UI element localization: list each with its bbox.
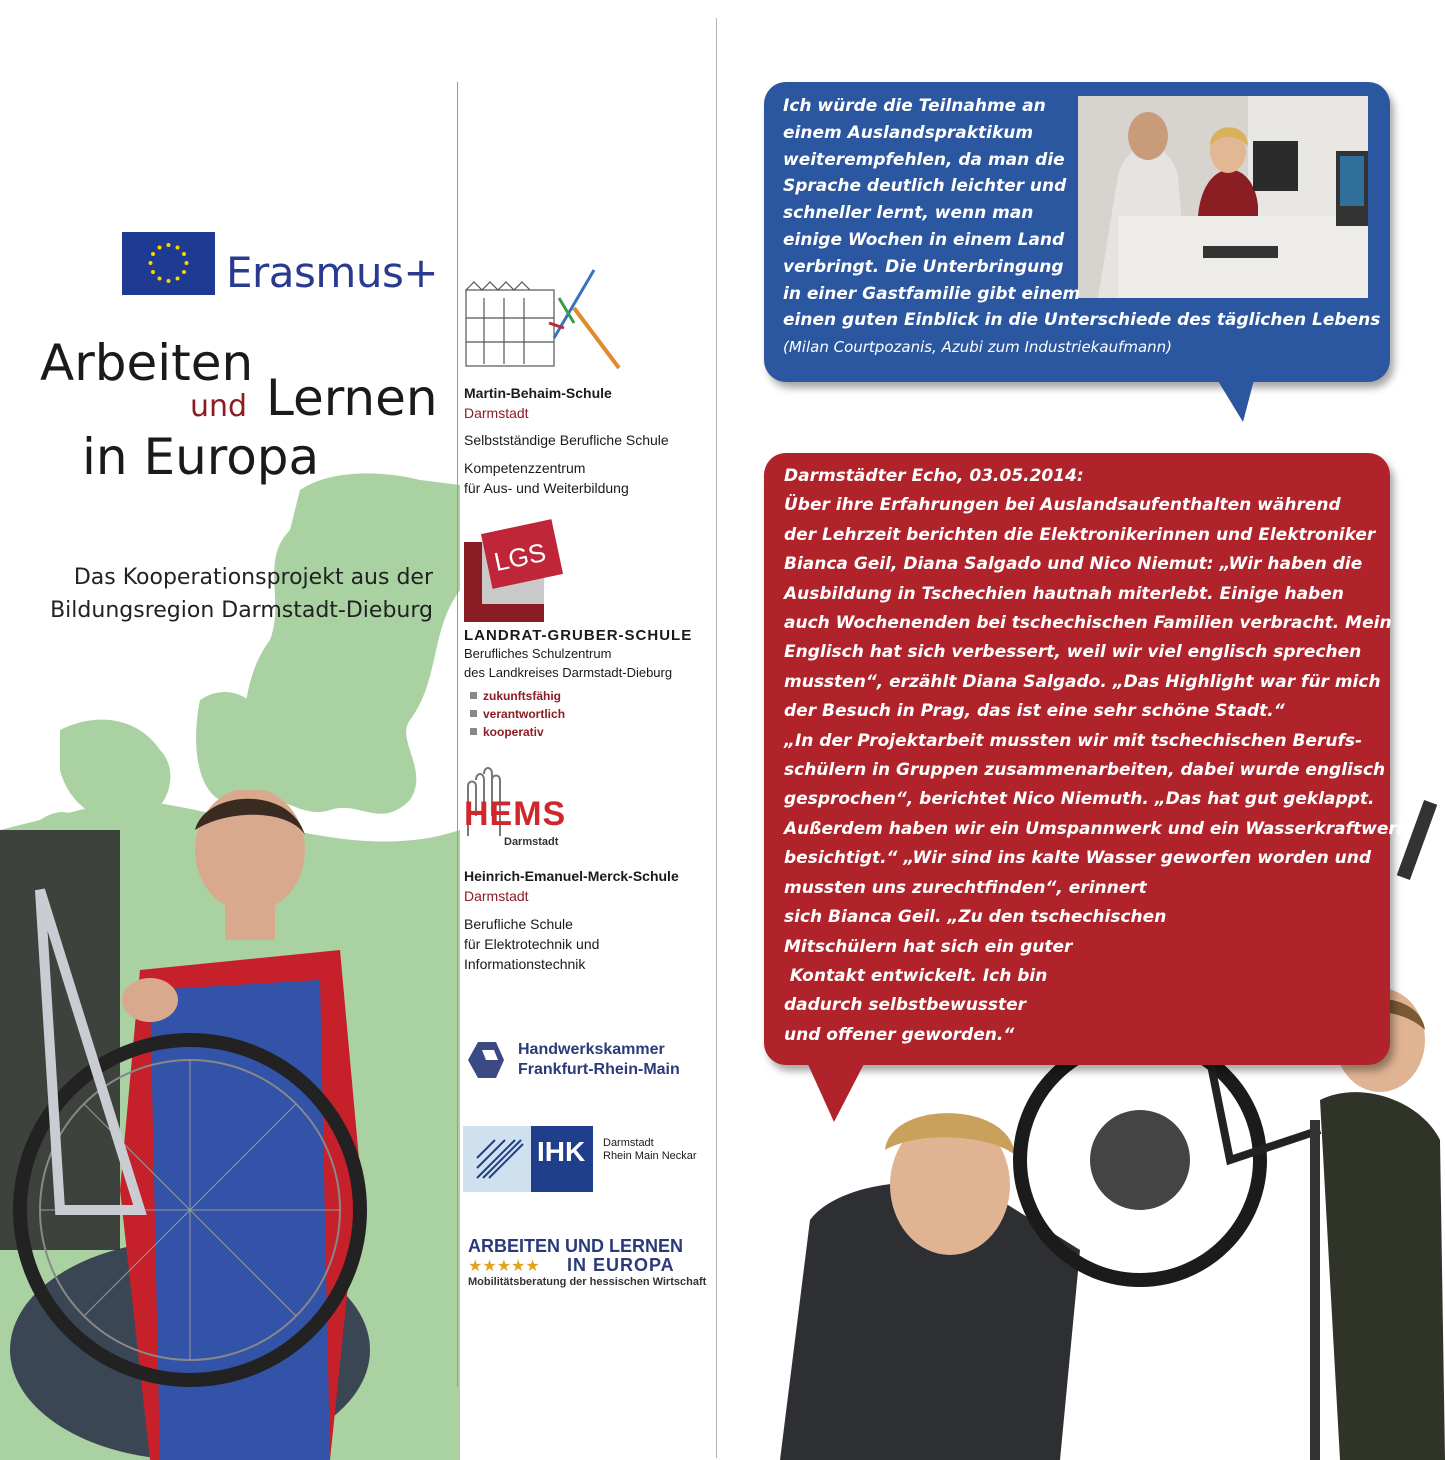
alie-line-3: Mobilitätsberatung der hessischen Wirtschaft — [468, 1276, 707, 1288]
quote-red-line: besichtigt.“ „Wir sind ins kalte Wasser geworfen worden und — [784, 848, 1372, 869]
quote-blue-text — [783, 93, 1383, 361]
mbs-logo-icon — [464, 268, 624, 370]
title-line-3: in Europa — [82, 428, 320, 486]
student-with-bicycle-photo — [0, 790, 380, 1460]
hwk-line-1: Handwerkskammer — [518, 1041, 665, 1058]
quote-bubble-blue-tail — [1215, 376, 1255, 422]
quote-blue-line: Sprache deutlich leichter und — [783, 176, 1067, 197]
hwk-line-2: Frankfurt-Rhein-Main — [518, 1061, 680, 1078]
ihk-line-1: Darmstadt — [603, 1137, 654, 1149]
alie-line-2: IN EUROPA — [567, 1255, 675, 1275]
mbs-name: Martin-Behaim-Schule — [464, 385, 612, 401]
lgs-tag-2: verantwortlich — [470, 705, 565, 723]
mbs-desc-2: Kompetenzzentrum — [464, 460, 586, 476]
title-und: und — [190, 389, 248, 424]
column-divider — [457, 82, 458, 1387]
quote-red-line: der Besuch in Prag, das ist eine sehr schöne Stadt.“ — [784, 701, 1285, 722]
alie-line-1: ARBEITEN UND LERNEN — [468, 1236, 684, 1256]
title-line-1: Arbeiten — [40, 334, 254, 392]
mbs-desc-3: für Aus- und Weiterbildung — [464, 480, 629, 496]
quote-red-line: Außerdem haben wir ein Umspannwerk und ein Wasserkraftwerk — [784, 818, 1409, 839]
quote-red-line: gesprochen“, berichtet Nico Niemuth. „Das hat gut geklappt. — [784, 789, 1375, 810]
eu-flag-icon — [122, 232, 215, 295]
ihk-line-2: Rhein Main Neckar — [603, 1150, 697, 1162]
hwk-logo-icon — [466, 1040, 506, 1080]
quote-red-line: „In der Projektarbeit mussten wir mit tschechischen Berufs- — [784, 730, 1363, 751]
page-fold — [716, 18, 717, 1458]
quote-red-line: Mitschülern hat sich ein guter — [784, 936, 1073, 957]
lgs-logo — [464, 522, 564, 622]
quote-red-line: Englisch hat sich verbessert, weil wir viel englisch sprechen — [784, 642, 1362, 663]
quote-blue-attribution: (Milan Courtpozanis, Azubi zum Industriekaufmann) — [783, 338, 1173, 357]
title-line-2: Lernen — [266, 369, 438, 427]
hems-logo-text: HEMS — [464, 795, 567, 833]
quote-red-line: Ausbildung in Tschechien hautnah miterlebt. Einige haben — [784, 583, 1344, 604]
hems-city: Darmstadt — [464, 888, 529, 904]
quote-blue-line: in einer Gastfamilie gibt einem — [783, 283, 1081, 304]
quote-blue-line: einen guten Einblick in die Unterschiede des täglichen Lebens — [783, 310, 1381, 331]
lgs-name: LANDRAT-GRUBER-SCHULE — [464, 627, 693, 644]
hems-desc-1: Berufliche Schule — [464, 916, 573, 932]
lgs-desc-1: Berufliches Schulzentrum — [464, 646, 612, 661]
ihk-logo-text: IHK — [537, 1136, 586, 1167]
quote-blue-line: Ich würde die Teilnahme an — [783, 96, 1046, 116]
lgs-tag-3: kooperativ — [470, 723, 544, 741]
quote-blue-line: weiterempfehlen, da man die — [783, 149, 1065, 170]
quote-red-line: mussten uns zurechtfinden“, erinnert — [784, 877, 1147, 898]
quote-red-line: auch Wochenenden bei tschechischen Familien verbracht. Mein — [784, 613, 1392, 634]
hems-name: Heinrich-Emanuel-Merck-Schule — [464, 868, 679, 884]
ihk-mark-icon — [475, 1138, 525, 1180]
subtitle-line-2: Bildungsregion Darmstadt-Dieburg — [50, 598, 433, 623]
erasmus-logo-text: Erasmus+ — [226, 248, 439, 297]
lgs-logo-text: LGS — [491, 536, 549, 578]
mbs-desc-1: Selbstständige Berufliche Schule — [464, 432, 669, 448]
quote-red-text — [784, 462, 1409, 1050]
quote-blue-line: verbringt. Die Unterbringung — [783, 256, 1064, 277]
lgs-tag-1: zukunftsfähig — [470, 687, 561, 705]
quote-blue-line: einige Wochen in einem Land — [783, 229, 1065, 250]
quote-red-line: der Lehrzeit berichten die Elektronikerinnen und Elektroniker — [784, 524, 1376, 545]
subtitle-line-1: Das Kooperationsprojekt aus der — [73, 565, 433, 590]
quote-red-line: Kontakt entwickelt. Ich bin — [784, 965, 1048, 986]
quote-red-line: Bianca Geil, Diana Salgado und Nico Niemut: „Wir haben die — [784, 554, 1363, 575]
quote-red-line: sich Bianca Geil. „Zu den tschechischen — [784, 907, 1167, 928]
quote-red-line: schülern in Gruppen zusammenarbeiten, dabei wurde englisch — [784, 760, 1386, 781]
mbs-city: Darmstadt — [464, 405, 529, 421]
quote-bubble-red-tail — [806, 1060, 866, 1122]
quote-blue-line: einem Auslandspraktikum — [783, 122, 1034, 143]
quote-red-line: und offener geworden.“ — [784, 1024, 1015, 1045]
hems-desc-3: Informationstechnik — [464, 956, 586, 972]
hems-logo-sub: Darmstadt — [504, 836, 559, 848]
ihk-logo — [463, 1126, 593, 1192]
lgs-desc-2: des Landkreises Darmstadt-Dieburg — [464, 665, 673, 680]
quote-red-line: Über ihre Erfahrungen bei Auslandsaufenthalten während — [784, 495, 1341, 516]
quote-red-line: dadurch selbstbewusster — [784, 995, 1027, 1016]
alie-stars: ★★★★★ — [468, 1258, 540, 1275]
hems-desc-2: für Elektrotechnik und — [464, 936, 600, 952]
quote-blue-line: schneller lernt, wenn man — [783, 203, 1034, 224]
quote-red-line: mussten“, erzählt Diana Salgado. „Das Highlight war für mich — [784, 671, 1381, 692]
quote-red-line: Darmstädter Echo, 03.05.2014: — [784, 466, 1084, 486]
